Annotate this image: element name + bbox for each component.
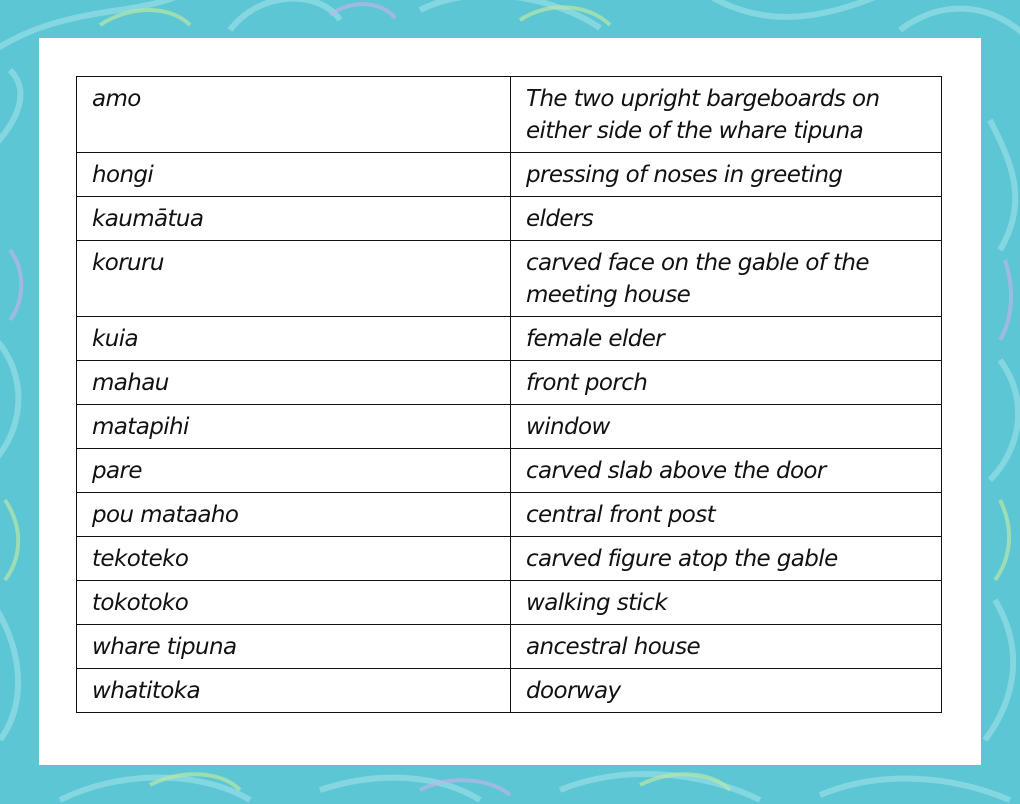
table-row (77, 449, 942, 493)
table-row (77, 197, 942, 241)
term-cell: amo (77, 77, 511, 153)
table-row (77, 361, 942, 405)
term-cell: pou mataaho (77, 493, 511, 537)
definition-cell: carved slab above the door (511, 449, 942, 493)
table-row (77, 241, 942, 317)
definition-cell: The two upright bargeboards on either side of the whare tipuna (511, 77, 942, 153)
table-row (77, 669, 942, 713)
definition-cell: female elder (511, 317, 942, 361)
term-cell: tekoteko (77, 537, 511, 581)
table-row (77, 581, 942, 625)
definition-cell: pressing of noses in greeting (511, 153, 942, 197)
glossary-card (39, 38, 981, 765)
definition-cell: central front post (511, 493, 942, 537)
term-cell: kaumātua (77, 197, 511, 241)
definition-cell: carved figure atop the gable (511, 537, 942, 581)
term-cell: koruru (77, 241, 511, 317)
table-row (77, 537, 942, 581)
definition-cell: doorway (511, 669, 942, 713)
term-cell: mahau (77, 361, 511, 405)
table-row (77, 77, 942, 153)
table-row (77, 625, 942, 669)
definition-cell: window (511, 405, 942, 449)
glossary-table (76, 76, 942, 713)
table-row (77, 153, 942, 197)
term-cell: tokotoko (77, 581, 511, 625)
term-cell: pare (77, 449, 511, 493)
term-cell: hongi (77, 153, 511, 197)
term-cell: matapihi (77, 405, 511, 449)
term-cell: whatitoka (77, 669, 511, 713)
table-row (77, 317, 942, 361)
definition-cell: ancestral house (511, 625, 942, 669)
table-row (77, 493, 942, 537)
table-row (77, 405, 942, 449)
definition-cell: carved face on the gable of the meeting house (511, 241, 942, 317)
definition-cell: elders (511, 197, 942, 241)
definition-cell: front porch (511, 361, 942, 405)
term-cell: whare tipuna (77, 625, 511, 669)
definition-cell: walking stick (511, 581, 942, 625)
term-cell: kuia (77, 317, 511, 361)
